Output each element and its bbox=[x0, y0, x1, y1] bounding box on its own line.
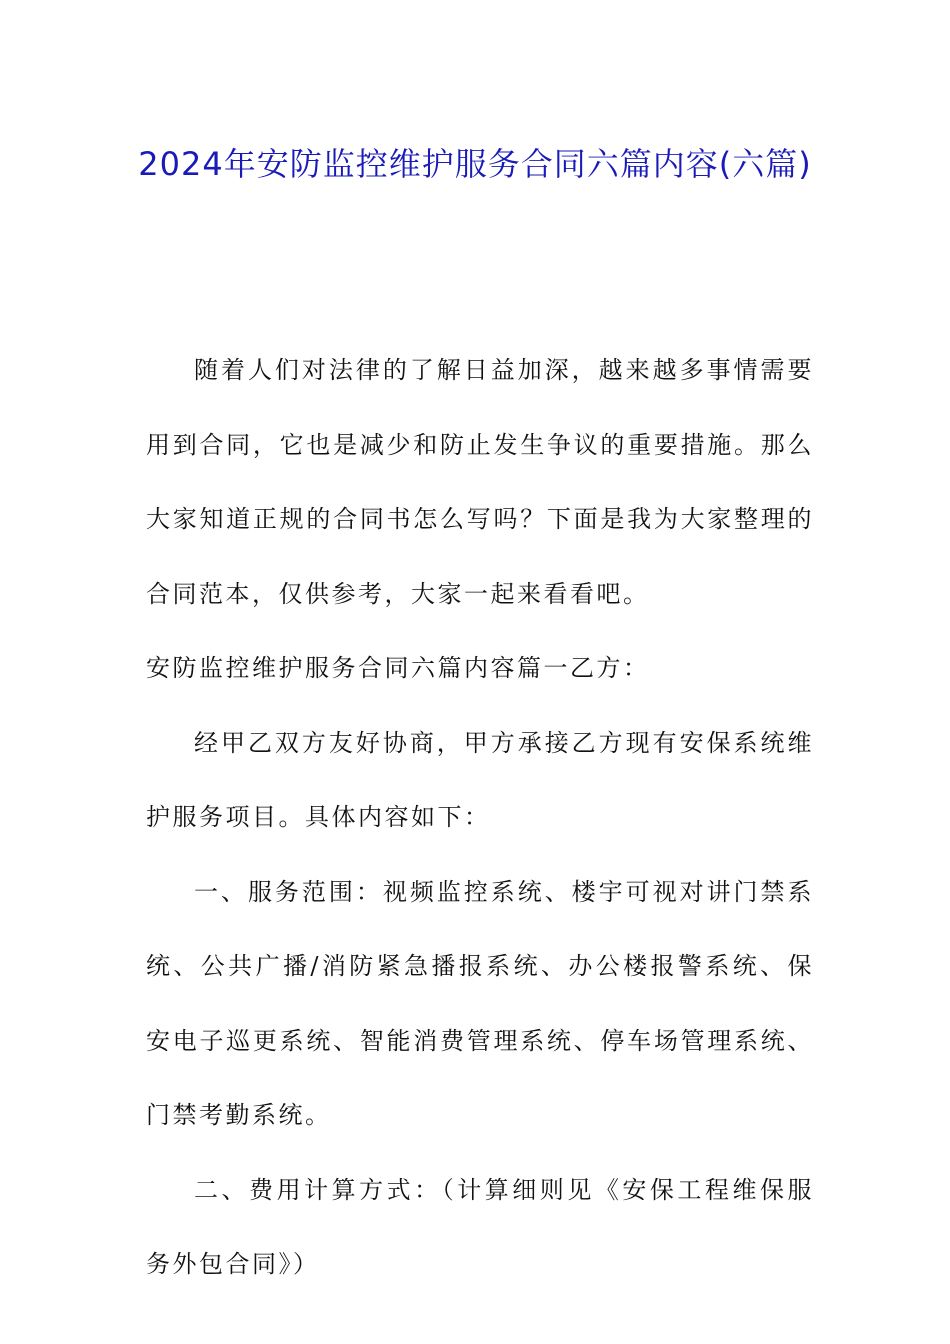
intro-paragraph: 随着人们对法律的了解日益加深，越来越多事情需要用到合同，它也是减少和防止发生争议的重要措施。那么大家知道正规的合同书怎么写吗？下面是我为大家整理的合同范本，仅供参考，大家一起来看看吧。 bbox=[146, 356, 814, 608]
fee-calculation-paragraph: 二、费用计算方式：（计算细则见《安保工程维保服务外包合同》） bbox=[146, 1175, 814, 1278]
section-heading: 安防监控维护服务合同六篇内容篇一乙方： bbox=[146, 654, 650, 682]
agreement-paragraph: 经甲乙双方友好协商，甲方承接乙方现有安保系统维护服务项目。具体内容如下： bbox=[146, 728, 814, 831]
document-body bbox=[146, 333, 814, 1302]
service-scope-paragraph: 一、服务范围：视频监控系统、楼宇可视对讲门禁系统、公共广播/消防紧急播报系统、办公楼报警系统、保安电子巡更系统、智能消费管理系统、停车场管理系统、门禁考勤系统。 bbox=[146, 877, 814, 1129]
document-title: 2024年安防监控维护服务合同六篇内容(六篇) bbox=[138, 145, 812, 183]
